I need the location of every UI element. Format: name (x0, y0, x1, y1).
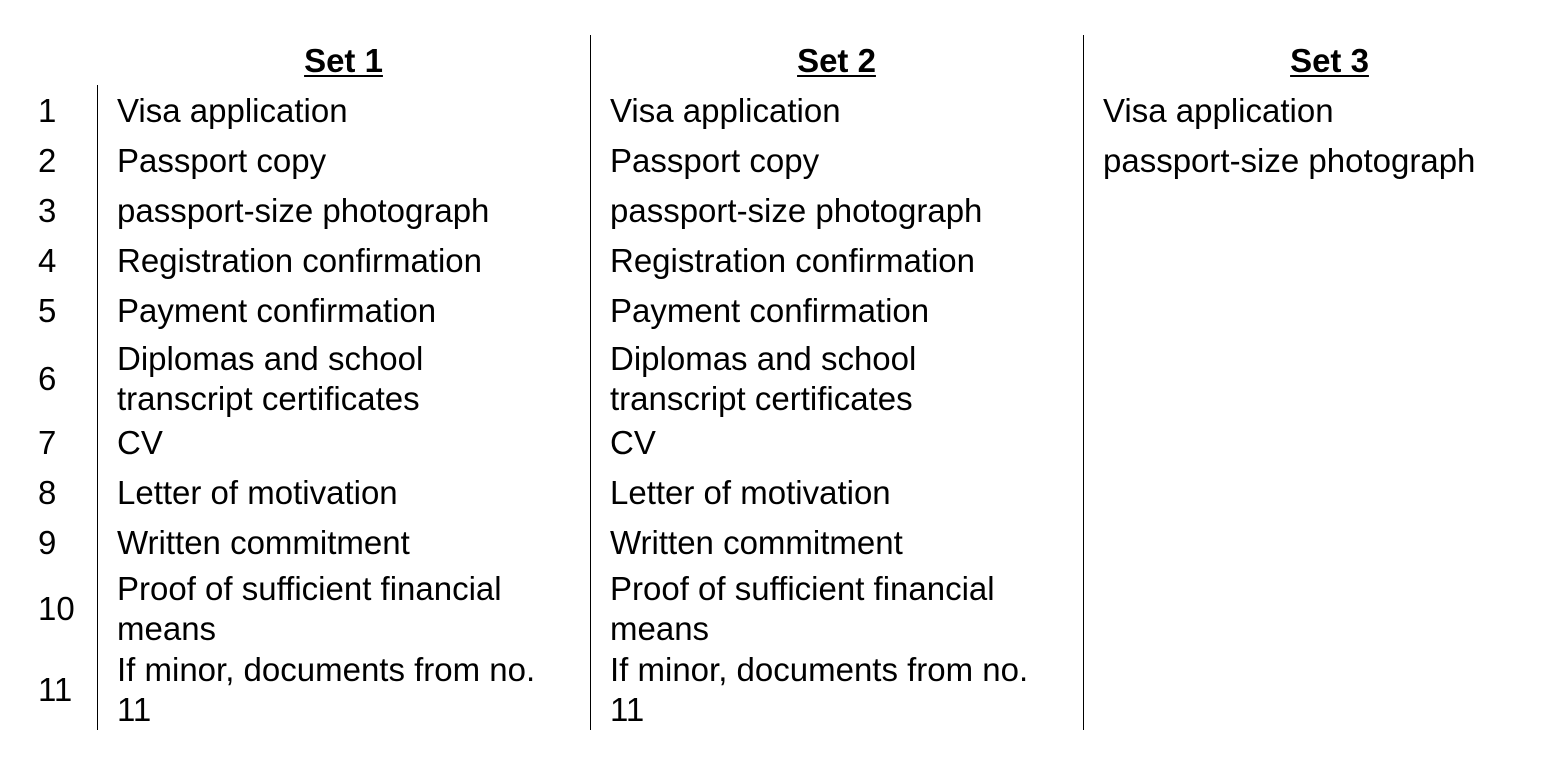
row-number: 4 (38, 242, 57, 279)
table-row (0, 649, 1566, 731)
row-number: 11 (38, 671, 73, 708)
set-2-cell: If minor, documents from no. 11 (610, 651, 1029, 728)
row-number: 10 (38, 590, 75, 627)
row-number: 8 (38, 474, 57, 511)
set-3-cell (1103, 649, 1563, 731)
set-2-cell: Diplomas and school transcript certificates (610, 340, 917, 417)
row-number: 2 (38, 142, 57, 179)
set-3-cell (1103, 338, 1563, 420)
set-1-cell: Passport copy (117, 142, 327, 179)
set-2-cell: Passport copy (610, 142, 820, 179)
set-1-cell: CV (117, 424, 163, 461)
table-row (0, 472, 1566, 514)
set-1-cell: Payment confirmation (117, 292, 437, 329)
set-1-cell: Letter of motivation (117, 474, 398, 511)
row-number: 1 (38, 92, 57, 129)
set-2-cell: Proof of sufficient financial means (610, 570, 995, 647)
set-3-cell (1103, 522, 1563, 564)
set-2-cell: CV (610, 424, 656, 461)
set-2-cell: passport-size photograph (610, 192, 983, 229)
row-number: 9 (38, 524, 57, 561)
row-number: 7 (38, 424, 57, 461)
set-1-cell: If minor, documents from no. 11 (117, 651, 536, 728)
row-number: 3 (38, 192, 57, 229)
set-2-cell: Written commitment (610, 524, 903, 561)
row-number: 5 (38, 292, 57, 329)
table-row (0, 568, 1566, 650)
table-row (0, 522, 1566, 564)
set-2-cell: Registration confirmation (610, 242, 975, 279)
table-row (0, 422, 1566, 464)
set-3-cell (1103, 422, 1563, 464)
set-1-cell: Proof of sufficient financial means (117, 570, 502, 647)
set-2-cell: Payment confirmation (610, 292, 930, 329)
table-row (0, 190, 1566, 232)
set-3-cell: Visa application (1103, 92, 1334, 129)
set-1-cell: Registration confirmation (117, 242, 482, 279)
row-number: 6 (38, 360, 57, 397)
set-3-header: Set 3 (1290, 42, 1369, 79)
set-3-cell: passport-size photograph (1103, 142, 1476, 179)
table-row (0, 140, 1566, 182)
set-1-header: Set 1 (304, 42, 383, 79)
set-3-cell (1103, 568, 1563, 650)
set-3-cell (1103, 240, 1563, 282)
set-1-cell: Visa application (117, 92, 348, 129)
table-row (0, 90, 1566, 132)
table-row (0, 290, 1566, 332)
set-3-cell (1103, 472, 1563, 514)
set-2-cell: Letter of motivation (610, 474, 891, 511)
set-3-cell (1103, 290, 1563, 332)
set-2-header: Set 2 (797, 42, 876, 79)
set-3-cell (1103, 190, 1563, 232)
set-1-cell: Diplomas and school transcript certificates (117, 340, 424, 417)
set-1-cell: passport-size photograph (117, 192, 490, 229)
set-1-cell: Written commitment (117, 524, 410, 561)
table-row (0, 240, 1566, 282)
table-row (0, 338, 1566, 420)
set-2-cell: Visa application (610, 92, 841, 129)
